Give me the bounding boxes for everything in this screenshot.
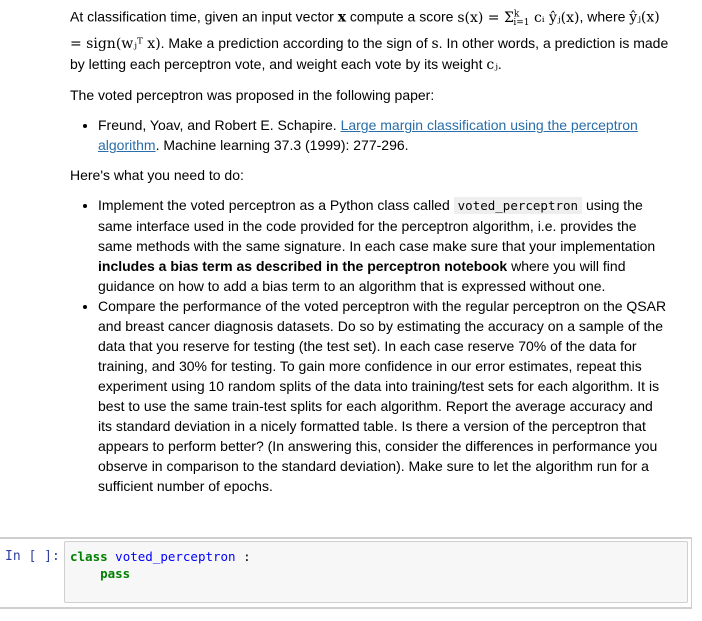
intro-text: compute a score [346, 8, 458, 25]
intro-text: At classification time, given an input vector [70, 8, 338, 25]
keyword-pass: pass [100, 566, 131, 581]
task-text: where you will find guidance on how to add a bias term to an algorithm that is expressed without one. [98, 258, 626, 295]
code-text[interactable] [70, 548, 251, 582]
colon: : [235, 549, 251, 564]
todo-intro: Here's what you need to do: [70, 167, 244, 184]
task-item-implement [98, 195, 670, 296]
code-editor[interactable] [64, 541, 688, 603]
intro-text: , where [579, 8, 626, 25]
task-item-compare: • Compare the performance of the voted perceptron with the regular perceptron on the QSAR and breast cancer diagnosis datasets. Do so by estimating the accuracy on a sample of the data that you reserve for testing (the test set). In each case reserve 70% of the data for training, and 30% for testing. To gain more confidence in our error estimates, repeat this experiment using 10 random splits of the data into training/test sets for each algorithm. It is best to use the same train-test splits for each algorithm. Report the average accuracy and its standard deviation in a nicely formatted table. Is there a version of the perceptron that appears to perform better? (In answering this, consider the differences in performance you observe in comparison to the standard deviation). Make sure to let the algorithm run for a sufficient number of epochs. [98, 296, 670, 496]
inline-code: voted_perceptron [454, 197, 582, 214]
math-cj: cⱼ [486, 57, 498, 74]
yhat-formula: ŷⱼ(x) = sign(wⱼᵀ x) [70, 9, 660, 53]
reference-item [98, 115, 670, 155]
intro-paragraph [70, 4, 670, 75]
reference-details: . Machine learning 37.3 (1999): 277-296. [155, 137, 409, 154]
intro-text: . Make a prediction according to the sign of [160, 35, 432, 52]
task-text: using the same interface used in the code provided for the perceptron algorithm, i.e. provides the same methods with the same signature. In each case make sure that your implementation [98, 197, 656, 255]
math-s: s [431, 36, 439, 53]
keyword-class: class [70, 549, 108, 564]
paper-link[interactable]: Large margin classification using the perceptron algorithm [98, 117, 638, 154]
score-sup: k [513, 9, 520, 19]
score-rest: cᵢ ŷⱼ(x) [529, 9, 580, 26]
score-formula [457, 9, 580, 29]
cell-prompt: In [ ]: [5, 549, 60, 564]
score-sub: i=1 [513, 18, 530, 29]
task-list [70, 195, 670, 496]
paper-intro: The voted perceptron was proposed in the following paper: [70, 87, 435, 104]
math-x: x [337, 9, 347, 26]
intro-text: . [497, 56, 502, 73]
class-name: voted_perceptron [115, 549, 236, 564]
task-text: Implement the voted perceptron as a Python class called [98, 197, 454, 214]
markdown-cell [70, 4, 670, 496]
reference-authors: Freund, Yoav, and Robert E. Schapire. [98, 117, 341, 134]
task-bold-text: includes a bias term as described in the perceptron notebook [98, 258, 508, 275]
score-math: s(x) = Σ [457, 9, 514, 26]
code-cell[interactable] [0, 537, 692, 609]
reference-list [70, 115, 670, 155]
intro-text: . In other words, a prediction is made by letting each perceptron vote, and weight each vote by its weight [70, 35, 669, 73]
